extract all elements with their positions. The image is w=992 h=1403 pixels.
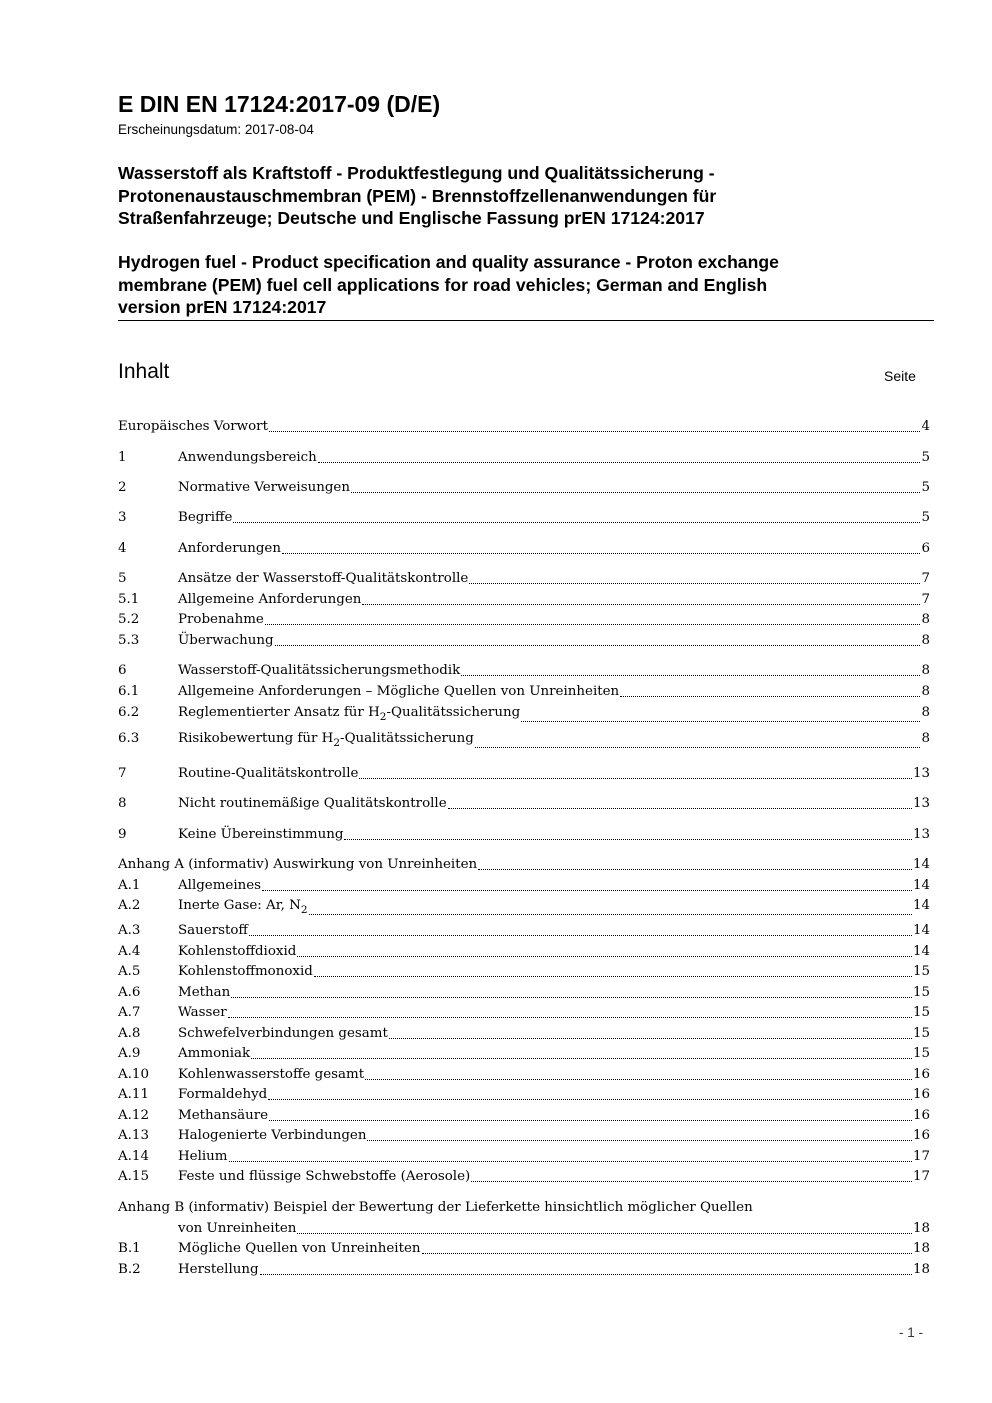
toc-entry-page: 13: [912, 827, 930, 842]
toc-entry-page: 18: [912, 1221, 930, 1236]
toc-entry[interactable]: [118, 569, 930, 589]
toc-entry[interactable]: [118, 962, 930, 982]
toc-entry[interactable]: [118, 478, 930, 498]
toc-leader-dots: [521, 703, 920, 727]
toc-entry[interactable]: [118, 855, 930, 875]
toc-entry-number: 3: [118, 510, 127, 525]
toc-entry-page: 16: [912, 1108, 930, 1123]
toc-leader-dots: [309, 896, 912, 920]
toc-entry-number: A.8: [118, 1026, 141, 1041]
toc-entry[interactable]: [118, 1044, 930, 1064]
toc-entry-title: Methansäure: [178, 1108, 269, 1123]
toc-entry[interactable]: [118, 1260, 930, 1280]
toc-entry-page: 8: [921, 612, 930, 627]
toc-entry-number: A.10: [118, 1067, 149, 1082]
toc-leader-dots: [367, 1126, 911, 1146]
toc-leader-dots: [351, 478, 921, 498]
toc-entry-page: 15: [912, 1026, 930, 1041]
toc-leader-dots: [233, 508, 920, 528]
toc-leader-dots: [297, 942, 912, 962]
toc-leader-dots: [448, 794, 912, 814]
toc-entry-number: A.14: [118, 1149, 149, 1164]
toc-leader-dots: [282, 539, 920, 559]
toc-entry-title: Sauerstoff: [178, 923, 248, 938]
toc-entry-number: 1: [118, 450, 127, 465]
toc-entry-number: 6.2: [118, 705, 140, 720]
toc-entry-page: 18: [912, 1241, 930, 1256]
title-english-line: version prEN 17124:2017: [118, 297, 327, 317]
toc-entry-title: Wasserstoff-Qualitätssicherungsmethodik: [178, 663, 461, 678]
toc-entry-page: 16: [912, 1128, 930, 1143]
toc-entry-title: Helium: [178, 1149, 228, 1164]
title-english-line: Hydrogen fuel - Product specification and quality assurance - Proton exchange: [118, 252, 779, 272]
toc-entry-title: Allgemeine Anforderungen – Mögliche Quellen von Unreinheiten: [178, 684, 620, 699]
toc-entry-page: 7: [921, 592, 930, 607]
toc-entry-page: 16: [912, 1087, 930, 1102]
toc-heading: Inhalt: [118, 360, 170, 383]
toc-entry-page: 5: [921, 480, 930, 495]
toc-entry-title: Normative Verweisungen: [178, 480, 350, 495]
toc-entry-number: 5.2: [118, 612, 140, 627]
title-german-line: Straßenfahrzeuge; Deutsche und Englische Fassung prEN 17124:2017: [118, 208, 705, 228]
toc-entry-page: 6: [921, 541, 930, 556]
toc-entry-title: Allgemeines: [178, 878, 262, 893]
toc-entry-number: 5.3: [118, 633, 140, 648]
toc-entry[interactable]: [118, 448, 930, 468]
toc-entry[interactable]: [118, 703, 930, 723]
toc-entry-page: 15: [912, 1005, 930, 1020]
toc-entry-page: 17: [912, 1169, 930, 1184]
toc-entry[interactable]: [118, 896, 930, 916]
toc-entry[interactable]: [118, 631, 930, 651]
toc-entry-number: A.6: [118, 985, 141, 1000]
toc-entry-title: Herstellung: [178, 1262, 259, 1277]
toc-entry[interactable]: [118, 1003, 930, 1023]
toc-entry-page: 8: [921, 731, 930, 746]
toc-entry-title-line1: Anhang B (informativ) Beispiel der Bewertung der Lieferkette hinsichtlich möglicher Quellen: [118, 1200, 753, 1215]
toc-entry-number: 2: [118, 480, 127, 495]
toc-leader-dots: [249, 921, 912, 941]
toc-entry-number: A.13: [118, 1128, 149, 1143]
toc-leader-dots: [229, 1147, 912, 1167]
toc-entry-page: 17: [912, 1149, 930, 1164]
toc-entry-title: Feste und flüssige Schwebstoffe (Aerosole): [178, 1169, 471, 1184]
toc-entry-number: A.3: [118, 923, 141, 938]
toc-entry-number: 6.3: [118, 731, 140, 746]
toc-entry-page: 14: [912, 878, 930, 893]
toc-entry-page: 14: [912, 898, 930, 913]
toc-entry-page: 8: [921, 633, 930, 648]
toc-leader-dots: [269, 1106, 912, 1126]
document-id: E DIN EN 17124:2017-09 (D/E): [118, 91, 441, 117]
title-english-line: membrane (PEM) fuel cell applications for road vehicles; German and English: [118, 274, 768, 295]
toc-leader-dots: [318, 448, 921, 468]
toc-entry-page: 18: [912, 1262, 930, 1277]
toc-leader-dots: [260, 1260, 912, 1280]
toc-entry-number: A.15: [118, 1169, 149, 1184]
toc-entry-page: 7: [921, 571, 930, 586]
toc-entry-page: 5: [921, 510, 930, 525]
toc-entry-title: Anhang A (informativ) Auswirkung von Unreinheiten: [118, 857, 478, 872]
toc-leader-dots: [262, 876, 912, 896]
toc-entry-page: 13: [912, 766, 930, 781]
toc-entry[interactable]: [118, 764, 930, 784]
title-german-line: Protonenaustauschmembran (PEM) - Brennstoffzellenanwendungen für: [118, 185, 717, 206]
title-german: [118, 162, 918, 230]
toc-entry-number: A.11: [118, 1087, 149, 1102]
toc-entry[interactable]: [118, 682, 930, 702]
toc-entry-page: 14: [912, 923, 930, 938]
toc-leader-dots: [268, 1085, 912, 1105]
toc-entry-title: Formaldehyd: [178, 1087, 268, 1102]
toc-entry[interactable]: [118, 1167, 930, 1187]
toc-entry-number: 9: [118, 827, 127, 842]
toc-entry-number: B.1: [118, 1241, 141, 1256]
toc-entry[interactable]: [118, 729, 930, 749]
toc-entry-title: Anwendungsbereich: [178, 450, 317, 465]
toc-entry-page: 13: [912, 796, 930, 811]
toc-entry[interactable]: [118, 1198, 930, 1239]
toc-entry-title: Schwefelverbindungen gesamt: [178, 1026, 388, 1041]
toc-entry[interactable]: [118, 921, 930, 941]
toc-entry-title: Ammoniak: [178, 1046, 251, 1061]
toc-entry[interactable]: [118, 661, 930, 681]
toc-entry[interactable]: [118, 1024, 930, 1044]
toc-entry-title: Methan: [178, 985, 231, 1000]
toc-entry[interactable]: [118, 1106, 930, 1126]
toc-entry-title: Begriffe: [178, 510, 233, 525]
toc-entry-number: 5: [118, 571, 127, 586]
toc-entry[interactable]: [118, 1085, 930, 1105]
toc-entry[interactable]: [118, 876, 930, 896]
toc-leader-dots: [389, 1024, 912, 1044]
toc-leader-dots: [362, 590, 920, 610]
toc-leader-dots: [269, 417, 921, 437]
toc-entry-page: 14: [912, 944, 930, 959]
toc-leader-dots: [461, 661, 920, 681]
toc-entry-number: 6: [118, 663, 127, 678]
toc-entry-page: 14: [912, 857, 930, 872]
toc-entry[interactable]: [118, 794, 930, 814]
toc-leader-dots: [359, 764, 912, 784]
toc-entry[interactable]: [118, 539, 930, 559]
toc-entry-title: Wasser: [178, 1005, 227, 1020]
toc-leader-dots: [475, 729, 921, 753]
toc-entry[interactable]: [118, 1147, 930, 1167]
toc-entry-title: Inerte Gase: Ar, $N_2$: [178, 898, 308, 916]
toc-entry[interactable]: [118, 983, 930, 1003]
toc-entry-title: Anforderungen: [178, 541, 281, 556]
toc-entry-number: A.1: [118, 878, 141, 893]
toc-leader-dots: [469, 569, 920, 589]
toc-entry-page: 8: [921, 705, 930, 720]
toc-leader-dots: [365, 1065, 912, 1085]
toc-entry-number: A.5: [118, 964, 141, 979]
toc-entry[interactable]: [118, 1065, 930, 1085]
toc-entry-page: 15: [912, 964, 930, 979]
toc-entry-title: Allgemeine Anforderungen: [178, 592, 362, 607]
toc-entry-title: Routine-Qualitätskontrolle: [178, 766, 359, 781]
toc-entry-title: Kohlenstoffdioxid: [178, 944, 297, 959]
toc-leader-dots: [478, 855, 912, 875]
toc-entry-number: A.4: [118, 944, 141, 959]
toc-entry-title: Keine Übereinstimmung: [178, 827, 344, 842]
page-number: - 1 -: [899, 1325, 924, 1340]
toc-leader-dots: [620, 682, 920, 702]
toc-entry[interactable]: [118, 1239, 930, 1259]
toc-leader-dots: [228, 1003, 912, 1023]
toc-entry-title: Kohlenwasserstoffe gesamt: [178, 1067, 365, 1082]
toc-entry-title: Reglementierter Ansatz für $H_2$-Qualitätssicherung: [178, 705, 521, 723]
toc-entry-title: Risikobewertung für $H_2$-Qualitätssicherung: [178, 731, 474, 749]
toc-leader-dots: [265, 610, 921, 630]
toc-entry-title: Ansätze der Wasserstoff-Qualitätskontrolle: [178, 571, 469, 586]
toc-entry-number: 6.1: [118, 684, 140, 699]
toc-entry-number: 7: [118, 766, 127, 781]
toc-entry-number: A.12: [118, 1108, 149, 1123]
toc-entry[interactable]: [118, 825, 930, 845]
toc-leader-dots: [422, 1239, 912, 1259]
title-english: [118, 251, 918, 319]
toc-entry-number: 8: [118, 796, 127, 811]
publication-date: Erscheinungsdatum: 2017-08-04: [118, 122, 314, 137]
toc-entry-number: A.7: [118, 1005, 141, 1020]
toc-entry-number: A.2: [118, 898, 141, 913]
toc-leader-dots: [251, 1044, 912, 1064]
toc-entry-title: Überwachung: [178, 633, 274, 648]
toc-entry-page: 8: [921, 663, 930, 678]
toc-leader-dots: [275, 631, 921, 651]
toc-entry[interactable]: [118, 417, 930, 437]
toc-leader-dots: [344, 825, 912, 845]
toc-entry-page: 5: [921, 450, 930, 465]
toc-entry-title: Nicht routinemäßige Qualitätskontrolle: [178, 796, 447, 811]
toc-entry-title: von Unreinheiten: [178, 1221, 297, 1236]
toc-leader-dots: [297, 1219, 912, 1239]
toc-leader-dots: [471, 1167, 912, 1187]
toc-leader-dots: [231, 983, 912, 1003]
toc-entry-page: 15: [912, 985, 930, 1000]
title-divider: [118, 320, 934, 321]
toc-entry[interactable]: [118, 508, 930, 528]
toc-entry[interactable]: [118, 590, 930, 610]
toc-entry-page: 16: [912, 1067, 930, 1082]
toc-entry-number: A.9: [118, 1046, 141, 1061]
toc-entry-number: 4: [118, 541, 127, 556]
toc-entry-page: 4: [921, 419, 930, 434]
toc-leader-dots: [314, 962, 912, 982]
toc-entry-title: Kohlenstoffmonoxid: [178, 964, 313, 979]
toc-entry-page: 15: [912, 1046, 930, 1061]
title-german-line: Wasserstoff als Kraftstoff - Produktfestlegung und Qualitätssicherung -: [118, 163, 715, 183]
toc-entry-number: 5.1: [118, 592, 140, 607]
toc-entry-number: B.2: [118, 1262, 141, 1277]
toc-entry[interactable]: [118, 942, 930, 962]
toc-entry-title: Europäisches Vorwort: [118, 419, 268, 434]
toc-entry-title: Mögliche Quellen von Unreinheiten: [178, 1241, 421, 1256]
toc-page-label: Seite: [884, 368, 916, 384]
toc-entry-title: Probenahme: [178, 612, 264, 627]
toc-entry-title: Halogenierte Verbindungen: [178, 1128, 367, 1143]
toc-entry-page: 8: [921, 684, 930, 699]
toc-entry[interactable]: [118, 610, 930, 630]
toc-entry[interactable]: [118, 1126, 930, 1146]
